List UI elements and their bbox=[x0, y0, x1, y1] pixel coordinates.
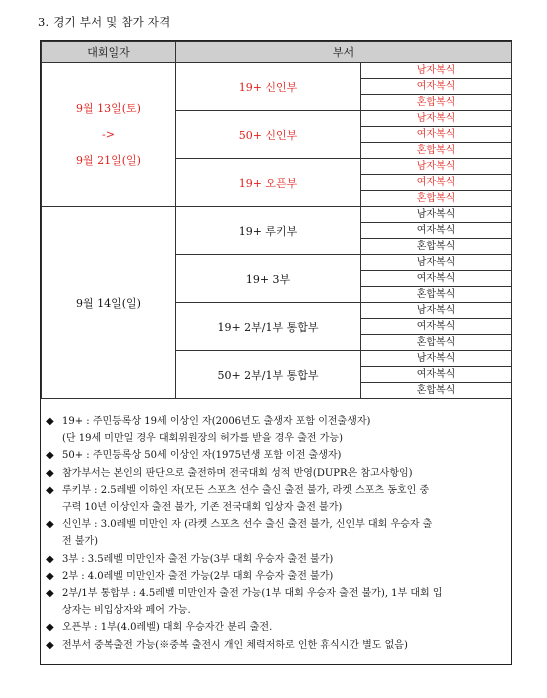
diamond-bullet-icon: ◆ bbox=[46, 639, 54, 651]
eligibility-notes bbox=[46, 413, 506, 654]
note-item bbox=[46, 482, 506, 499]
note-text: 참가부서는 본인의 판단으로 출전하며 전국대회 성적 반영(DUPR은 참고사항임) bbox=[62, 467, 413, 479]
note-item bbox=[46, 551, 506, 568]
table-row bbox=[42, 63, 512, 79]
category-cell: 남자복식 bbox=[361, 207, 512, 223]
category-cell: 남자복식 bbox=[361, 303, 512, 319]
note-item bbox=[46, 516, 506, 533]
note-text: 상자는 비입상자와 페어 가능. bbox=[62, 605, 191, 617]
division-cell: 19+ 신인부 bbox=[176, 63, 361, 111]
note-text: 신인부 : 3.0레벨 미만인 자 (라켓 스포츠 선수 출신 출전 불가, 신인부 대회 우승자 출 bbox=[62, 519, 433, 531]
division-cell: 50+ 신인부 bbox=[176, 111, 361, 159]
division-cell: 19+ 루키부 bbox=[176, 207, 361, 255]
diamond-bullet-icon: ◆ bbox=[46, 450, 54, 462]
category-cell: 여자복식 bbox=[361, 175, 512, 191]
category-cell: 남자복식 bbox=[361, 63, 512, 79]
table-header-row bbox=[42, 42, 512, 63]
note-text: 전부서 중복출전 가능(※중복 출전시 개인 체력저하로 인한 휴식시간 별도 없음) bbox=[62, 639, 408, 651]
date-cell-group1 bbox=[42, 63, 176, 207]
diamond-bullet-icon: ◆ bbox=[46, 570, 54, 582]
note-item bbox=[46, 447, 506, 464]
note-text: 2부 : 4.0레벨 미만인자 출전 가능(2부 대회 우승자 출전 불가) bbox=[62, 570, 334, 582]
division-table bbox=[41, 41, 512, 399]
note-text: 3부 : 3.5레벨 미만인자 출전 가능(3부 대회 우승자 출전 불가) bbox=[62, 553, 334, 565]
note-item bbox=[46, 585, 506, 602]
diamond-bullet-icon: ◆ bbox=[46, 622, 54, 634]
header-date: 대회일자 bbox=[42, 42, 176, 63]
note-text: 구력 10년 이상인자 출전 불가, 기존 전국대회 입상자 출전 불가) bbox=[62, 502, 343, 514]
category-cell: 혼합복식 bbox=[361, 335, 512, 351]
note-text: 19+ : 주민등록상 19세 이상인 자(2006년도 출생자 포함 이전출생자) bbox=[62, 416, 371, 427]
category-cell: 여자복식 bbox=[361, 367, 512, 383]
date-line: -> bbox=[102, 127, 115, 141]
note-continuation bbox=[46, 602, 506, 619]
diamond-bullet-icon: ◆ bbox=[46, 519, 54, 531]
note-text: 전 불가) bbox=[62, 536, 99, 548]
note-item bbox=[46, 465, 506, 482]
date-line: 9월 13일(토) bbox=[76, 101, 141, 115]
category-cell: 남자복식 bbox=[361, 351, 512, 367]
category-cell: 여자복식 bbox=[361, 223, 512, 239]
note-text: 오픈부 : 1부(4.0레벨) 대회 우승자간 분리 출전. bbox=[62, 622, 273, 634]
note-item bbox=[46, 637, 506, 654]
note-continuation bbox=[46, 499, 506, 516]
note-item bbox=[46, 568, 506, 585]
category-cell: 혼합복식 bbox=[361, 95, 512, 111]
date-cell-group2: 9월 14일(일) bbox=[42, 207, 176, 399]
diamond-bullet-icon: ◆ bbox=[46, 588, 54, 600]
division-cell: 50+ 2부/1부 통합부 bbox=[176, 351, 361, 399]
diamond-bullet-icon: ◆ bbox=[46, 416, 54, 427]
category-cell: 여자복식 bbox=[361, 271, 512, 287]
category-cell: 혼합복식 bbox=[361, 287, 512, 303]
category-cell: 여자복식 bbox=[361, 79, 512, 95]
note-item bbox=[46, 413, 506, 430]
section-title: 3. 경기 부서 및 참가 자격 bbox=[38, 15, 171, 29]
diamond-bullet-icon: ◆ bbox=[46, 553, 54, 565]
division-cell: 19+ 오픈부 bbox=[176, 159, 361, 207]
category-cell: 혼합복식 bbox=[361, 191, 512, 207]
note-text: 2부/1부 통합부 : 4.5레벨 미만인자 출전 가능(1부 대회 우승자 출전 불가), 1부 대회 입 bbox=[62, 588, 443, 600]
note-text: 50+ : 주민등록상 50세 이상인 자(1975년생 포함 이전 출생자) bbox=[62, 450, 342, 462]
diamond-bullet-icon: ◆ bbox=[46, 484, 54, 496]
header-division: 부서 bbox=[176, 42, 512, 63]
note-continuation bbox=[46, 430, 506, 447]
note-continuation bbox=[46, 533, 506, 550]
date-line: 9월 21일(일) bbox=[76, 153, 141, 167]
table-row bbox=[42, 207, 512, 223]
note-item bbox=[46, 619, 506, 636]
category-cell: 여자복식 bbox=[361, 127, 512, 143]
category-cell: 남자복식 bbox=[361, 159, 512, 175]
category-cell: 남자복식 bbox=[361, 111, 512, 127]
category-cell: 혼합복식 bbox=[361, 143, 512, 159]
category-cell: 남자복식 bbox=[361, 255, 512, 271]
note-text: (단 19세 미만일 경우 대회위원장의 허가를 받을 경우 출전 가능) bbox=[62, 433, 343, 445]
note-text: 루키부 : 2.5레벨 이하인 자(모든 스포츠 선수 출신 출전 불가, 라켓 스포츠 동호인 중 bbox=[62, 484, 430, 496]
category-cell: 혼합복식 bbox=[361, 383, 512, 399]
category-cell: 여자복식 bbox=[361, 319, 512, 335]
category-cell: 혼합복식 bbox=[361, 239, 512, 255]
division-cell: 19+ 2부/1부 통합부 bbox=[176, 303, 361, 351]
division-cell: 19+ 3부 bbox=[176, 255, 361, 303]
diamond-bullet-icon: ◆ bbox=[46, 467, 54, 479]
